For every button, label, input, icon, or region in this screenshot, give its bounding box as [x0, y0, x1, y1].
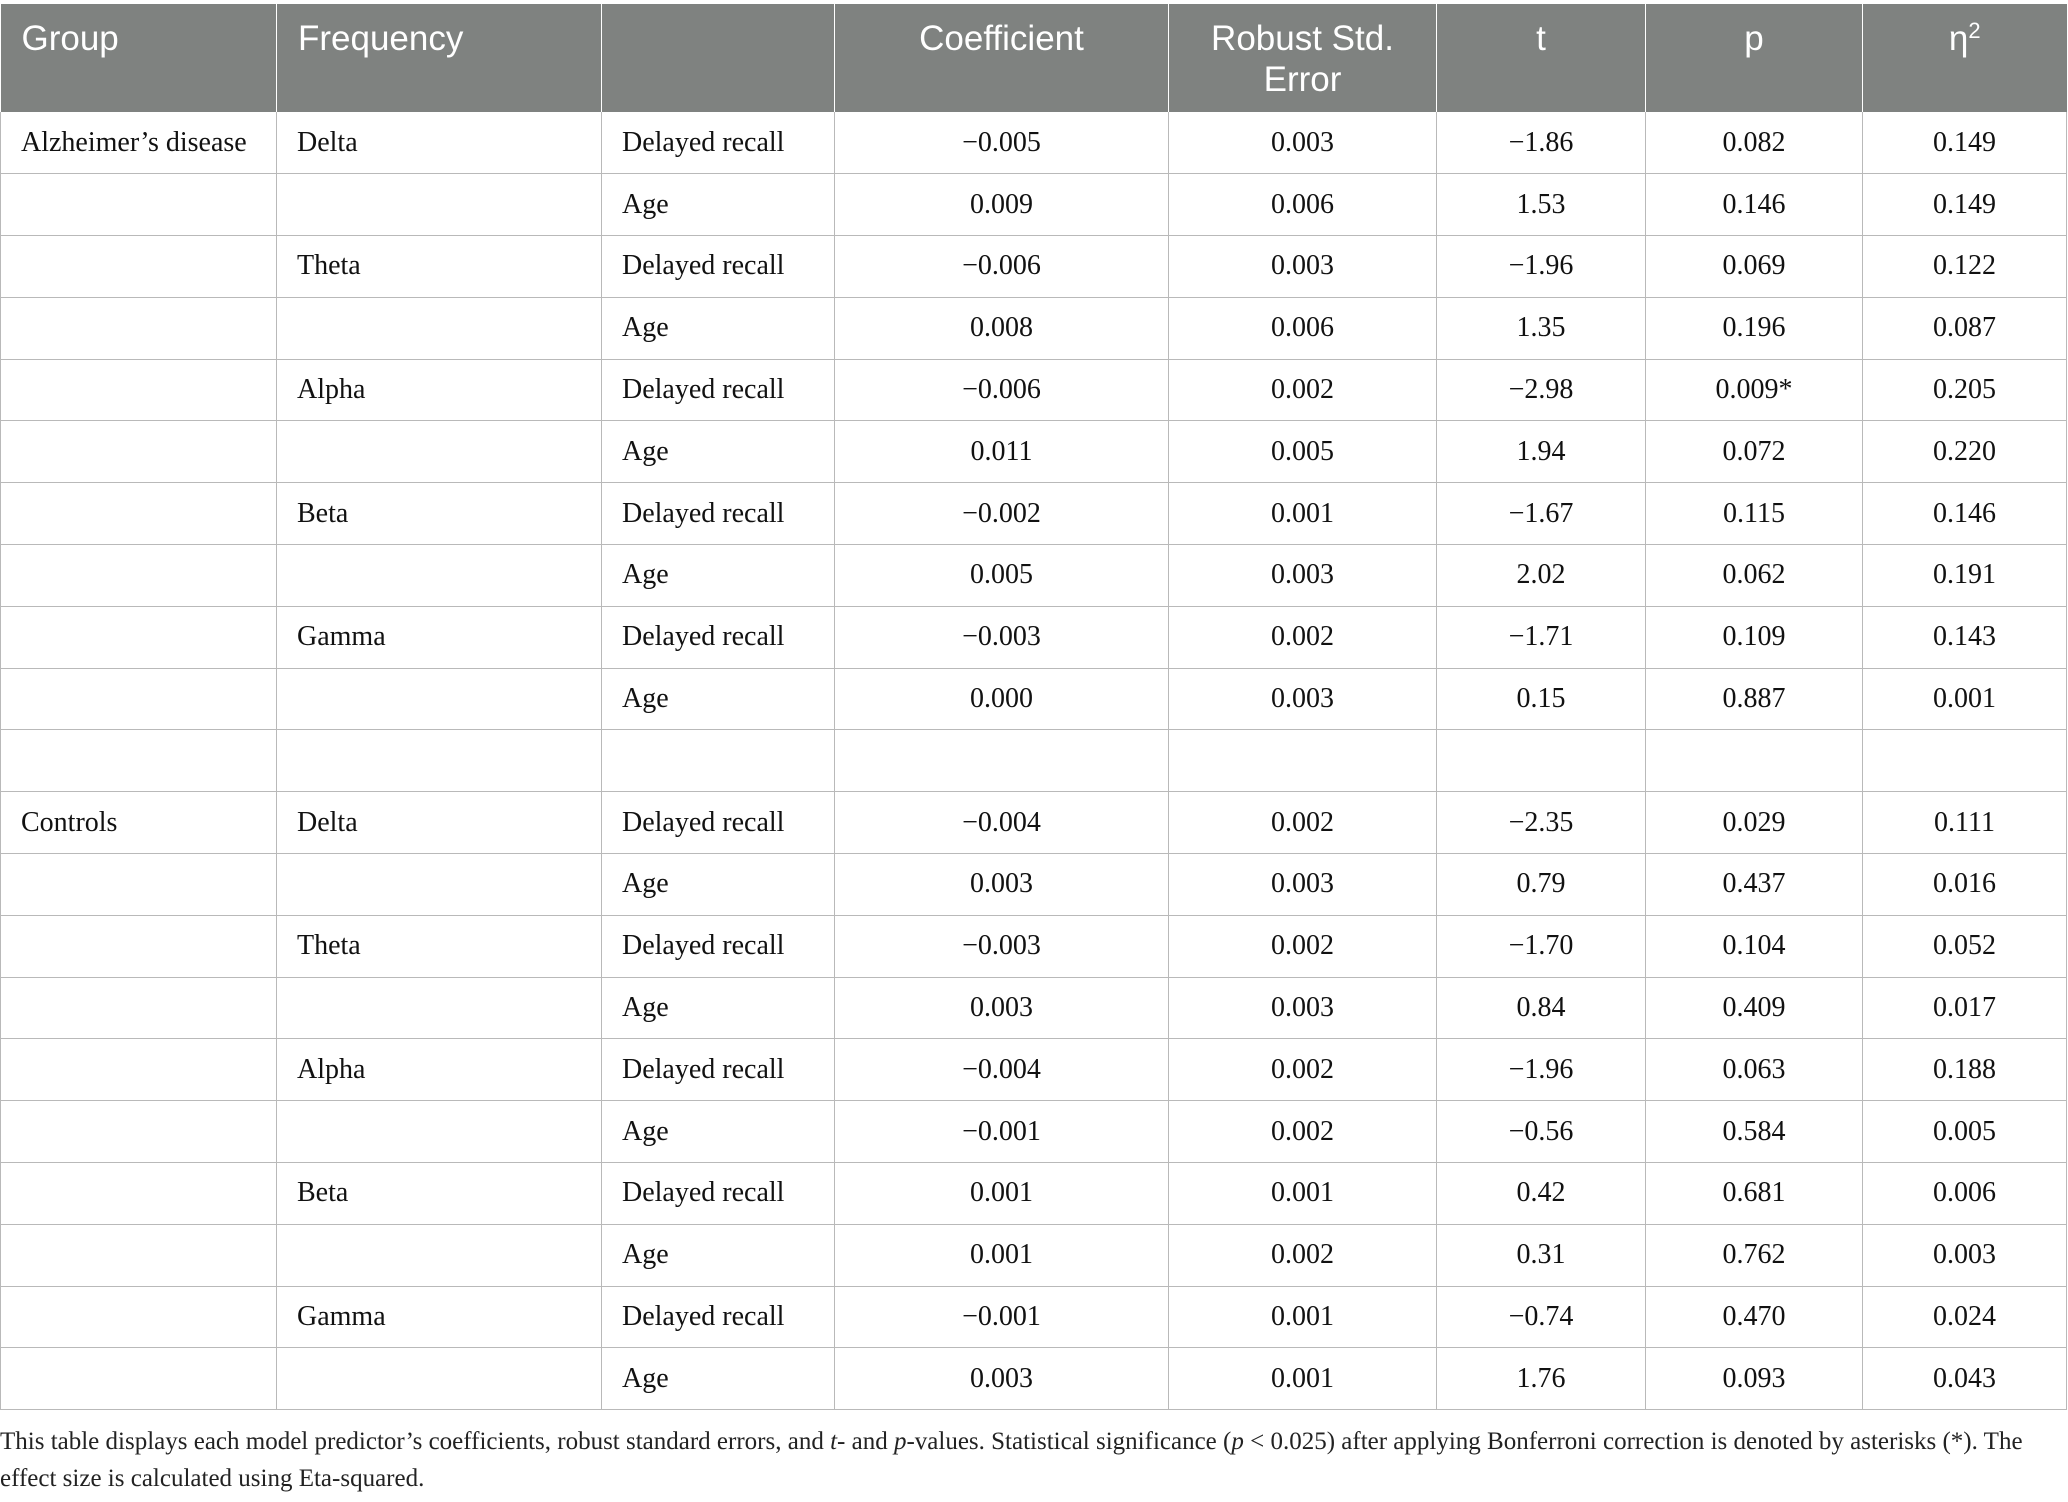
- cell-predictor: Delayed recall: [602, 1039, 835, 1101]
- header-row: [1, 4, 2067, 112]
- cell-predictor: Delayed recall: [602, 1163, 835, 1225]
- cell-predictor: Age: [602, 977, 835, 1039]
- table-row: [1, 1163, 2067, 1225]
- cell-robust-se: 0.002: [1169, 792, 1437, 854]
- cell-coefficient: −0.001: [835, 1286, 1169, 1348]
- cell-t: −1.70: [1437, 915, 1646, 977]
- cell-eta-squared: 0.001: [1863, 668, 2067, 730]
- table-footnote: This table displays each model predictor’s coefficients, robust standard errors, and t- and p-values. Statistical significance (p < 0.025) after applying Bonferroni correction is denoted by asterisks (*). The effect size is calculated using Eta-squared.: [0, 1428, 2023, 1492]
- cell-frequency: Gamma: [277, 1286, 602, 1348]
- cell-group: [1, 359, 277, 421]
- cell-coefficient: [835, 730, 1169, 792]
- cell-eta-squared: 0.005: [1863, 1101, 2067, 1163]
- cell-robust-se: 0.002: [1169, 1039, 1437, 1101]
- cell-eta-squared: 0.149: [1863, 174, 2067, 236]
- cell-frequency: Gamma: [277, 606, 602, 668]
- cell-coefficient: −0.004: [835, 1039, 1169, 1101]
- cell-p: 0.093: [1646, 1348, 1863, 1410]
- cell-robust-se: 0.003: [1169, 236, 1437, 298]
- table-row: [1, 1224, 2067, 1286]
- cell-predictor: Age: [602, 174, 835, 236]
- cell-predictor: Age: [602, 854, 835, 916]
- cell-frequency: Delta: [277, 792, 602, 854]
- cell-frequency: [277, 1101, 602, 1163]
- header-p: p: [1646, 4, 1863, 112]
- cell-frequency: [277, 1348, 602, 1410]
- cell-p: 0.062: [1646, 545, 1863, 607]
- cell-p: 0.109: [1646, 606, 1863, 668]
- cell-coefficient: 0.003: [835, 1348, 1169, 1410]
- table-row: [1, 915, 2067, 977]
- cell-t: 1.94: [1437, 421, 1646, 483]
- cell-t: [1437, 730, 1646, 792]
- table-row: [1, 545, 2067, 607]
- cell-eta-squared: [1863, 730, 2067, 792]
- cell-frequency: Theta: [277, 915, 602, 977]
- table-body: [1, 112, 2067, 1410]
- cell-frequency: [277, 730, 602, 792]
- header-predictor: [602, 4, 835, 112]
- cell-t: 1.35: [1437, 297, 1646, 359]
- cell-predictor: Age: [602, 421, 835, 483]
- cell-t: 0.15: [1437, 668, 1646, 730]
- table-row: [1, 792, 2067, 854]
- cell-group: [1, 606, 277, 668]
- cell-t: 0.42: [1437, 1163, 1646, 1225]
- cell-robust-se: 0.001: [1169, 483, 1437, 545]
- cell-robust-se: 0.002: [1169, 915, 1437, 977]
- cell-p: 0.072: [1646, 421, 1863, 483]
- cell-eta-squared: 0.220: [1863, 421, 2067, 483]
- cell-eta-squared: 0.122: [1863, 236, 2067, 298]
- cell-predictor: Delayed recall: [602, 792, 835, 854]
- cell-eta-squared: 0.205: [1863, 359, 2067, 421]
- cell-group: [1, 174, 277, 236]
- cell-p: 0.009*: [1646, 359, 1863, 421]
- cell-p: 0.115: [1646, 483, 1863, 545]
- cell-t: −1.71: [1437, 606, 1646, 668]
- cell-frequency: [277, 668, 602, 730]
- cell-robust-se: 0.003: [1169, 854, 1437, 916]
- cell-predictor: Delayed recall: [602, 359, 835, 421]
- cell-eta-squared: 0.017: [1863, 977, 2067, 1039]
- cell-coefficient: 0.001: [835, 1224, 1169, 1286]
- cell-predictor: Delayed recall: [602, 236, 835, 298]
- cell-p: 0.681: [1646, 1163, 1863, 1225]
- header-group: Group: [1, 4, 277, 112]
- cell-predictor: Age: [602, 297, 835, 359]
- cell-t: 0.79: [1437, 854, 1646, 916]
- cell-robust-se: 0.003: [1169, 668, 1437, 730]
- cell-frequency: Beta: [277, 1163, 602, 1225]
- header-t: t: [1437, 4, 1646, 112]
- cell-eta-squared: 0.149: [1863, 112, 2067, 174]
- cell-group: [1, 483, 277, 545]
- table-row: [1, 174, 2067, 236]
- cell-frequency: [277, 421, 602, 483]
- table-row: [1, 668, 2067, 730]
- cell-group: [1, 236, 277, 298]
- cell-robust-se: 0.002: [1169, 1224, 1437, 1286]
- cell-coefficient: 0.001: [835, 1163, 1169, 1225]
- cell-eta-squared: 0.006: [1863, 1163, 2067, 1225]
- cell-p: 0.146: [1646, 174, 1863, 236]
- cell-eta-squared: 0.024: [1863, 1286, 2067, 1348]
- cell-p: 0.887: [1646, 668, 1863, 730]
- cell-eta-squared: 0.043: [1863, 1348, 2067, 1410]
- cell-t: 2.02: [1437, 545, 1646, 607]
- cell-t: 0.84: [1437, 977, 1646, 1039]
- cell-group: [1, 977, 277, 1039]
- cell-predictor: Delayed recall: [602, 483, 835, 545]
- table-row: [1, 977, 2067, 1039]
- header-robust-se: Robust Std. Error: [1169, 4, 1437, 112]
- cell-coefficient: 0.011: [835, 421, 1169, 483]
- cell-robust-se: 0.001: [1169, 1348, 1437, 1410]
- cell-robust-se: 0.002: [1169, 359, 1437, 421]
- table-row: [1, 730, 2067, 792]
- cell-group: Alzheimer’s disease: [1, 112, 277, 174]
- cell-robust-se: [1169, 730, 1437, 792]
- table-row: [1, 236, 2067, 298]
- cell-t: −1.96: [1437, 236, 1646, 298]
- cell-coefficient: 0.005: [835, 545, 1169, 607]
- cell-group: [1, 1348, 277, 1410]
- cell-predictor: Age: [602, 1101, 835, 1163]
- cell-group: [1, 1101, 277, 1163]
- cell-group: [1, 1163, 277, 1225]
- cell-eta-squared: 0.143: [1863, 606, 2067, 668]
- cell-t: −2.98: [1437, 359, 1646, 421]
- cell-predictor: Delayed recall: [602, 112, 835, 174]
- cell-robust-se: 0.003: [1169, 112, 1437, 174]
- cell-t: −1.96: [1437, 1039, 1646, 1101]
- cell-predictor: Delayed recall: [602, 915, 835, 977]
- cell-p: 0.584: [1646, 1101, 1863, 1163]
- cell-frequency: [277, 977, 602, 1039]
- cell-frequency: [277, 1224, 602, 1286]
- cell-p: 0.470: [1646, 1286, 1863, 1348]
- cell-t: −2.35: [1437, 792, 1646, 854]
- cell-frequency: Alpha: [277, 359, 602, 421]
- cell-group: [1, 1286, 277, 1348]
- cell-group: [1, 1224, 277, 1286]
- cell-t: 1.76: [1437, 1348, 1646, 1410]
- cell-t: −0.56: [1437, 1101, 1646, 1163]
- table-row: [1, 359, 2067, 421]
- cell-eta-squared: 0.052: [1863, 915, 2067, 977]
- cell-coefficient: −0.004: [835, 792, 1169, 854]
- cell-frequency: Beta: [277, 483, 602, 545]
- cell-predictor: Age: [602, 668, 835, 730]
- table-row: [1, 1286, 2067, 1348]
- cell-predictor: Age: [602, 545, 835, 607]
- cell-p: 0.029: [1646, 792, 1863, 854]
- cell-t: 0.31: [1437, 1224, 1646, 1286]
- table-row: [1, 1348, 2067, 1410]
- cell-predictor: Delayed recall: [602, 1286, 835, 1348]
- table-row: [1, 854, 2067, 916]
- cell-frequency: [277, 174, 602, 236]
- cell-p: [1646, 730, 1863, 792]
- regression-results-table: [0, 4, 2067, 1410]
- cell-coefficient: −0.003: [835, 915, 1169, 977]
- cell-predictor: Age: [602, 1224, 835, 1286]
- cell-p: 0.069: [1646, 236, 1863, 298]
- table-row: [1, 1101, 2067, 1163]
- cell-eta-squared: 0.191: [1863, 545, 2067, 607]
- table-row: [1, 483, 2067, 545]
- cell-t: 1.53: [1437, 174, 1646, 236]
- cell-predictor: [602, 730, 835, 792]
- cell-p: 0.196: [1646, 297, 1863, 359]
- cell-eta-squared: 0.087: [1863, 297, 2067, 359]
- cell-p: 0.762: [1646, 1224, 1863, 1286]
- cell-robust-se: 0.001: [1169, 1163, 1437, 1225]
- cell-eta-squared: 0.003: [1863, 1224, 2067, 1286]
- cell-t: −0.74: [1437, 1286, 1646, 1348]
- results-table-container: [0, 4, 2066, 1410]
- cell-frequency: [277, 854, 602, 916]
- cell-coefficient: −0.003: [835, 606, 1169, 668]
- cell-coefficient: 0.003: [835, 977, 1169, 1039]
- cell-robust-se: 0.003: [1169, 545, 1437, 607]
- cell-robust-se: 0.002: [1169, 606, 1437, 668]
- table-row: [1, 112, 2067, 174]
- cell-eta-squared: 0.016: [1863, 854, 2067, 916]
- cell-coefficient: −0.006: [835, 359, 1169, 421]
- cell-predictor: Age: [602, 1348, 835, 1410]
- cell-eta-squared: 0.188: [1863, 1039, 2067, 1101]
- table-row: [1, 1039, 2067, 1101]
- cell-group: [1, 421, 277, 483]
- cell-robust-se: 0.006: [1169, 174, 1437, 236]
- cell-robust-se: 0.002: [1169, 1101, 1437, 1163]
- cell-frequency: Theta: [277, 236, 602, 298]
- cell-robust-se: 0.005: [1169, 421, 1437, 483]
- cell-p: 0.437: [1646, 854, 1863, 916]
- cell-coefficient: −0.001: [835, 1101, 1169, 1163]
- header-frequency: Frequency: [277, 4, 602, 112]
- cell-t: −1.67: [1437, 483, 1646, 545]
- cell-coefficient: 0.009: [835, 174, 1169, 236]
- cell-group: [1, 854, 277, 916]
- cell-coefficient: −0.005: [835, 112, 1169, 174]
- cell-robust-se: 0.006: [1169, 297, 1437, 359]
- cell-p: 0.063: [1646, 1039, 1863, 1101]
- cell-eta-squared: 0.111: [1863, 792, 2067, 854]
- cell-robust-se: 0.001: [1169, 1286, 1437, 1348]
- cell-p: 0.409: [1646, 977, 1863, 1039]
- cell-coefficient: 0.003: [835, 854, 1169, 916]
- cell-coefficient: 0.008: [835, 297, 1169, 359]
- cell-group: [1, 545, 277, 607]
- table-row: [1, 297, 2067, 359]
- cell-group: [1, 915, 277, 977]
- cell-frequency: Delta: [277, 112, 602, 174]
- cell-robust-se: 0.003: [1169, 977, 1437, 1039]
- header-eta-squared: $\eta^2$: [1863, 4, 2067, 112]
- table-row: [1, 421, 2067, 483]
- cell-group: [1, 297, 277, 359]
- cell-eta-squared: 0.146: [1863, 483, 2067, 545]
- cell-p: 0.082: [1646, 112, 1863, 174]
- cell-group: [1, 730, 277, 792]
- cell-t: −1.86: [1437, 112, 1646, 174]
- cell-group: [1, 1039, 277, 1101]
- cell-frequency: [277, 545, 602, 607]
- cell-predictor: Delayed recall: [602, 606, 835, 668]
- cell-frequency: [277, 297, 602, 359]
- cell-p: 0.104: [1646, 915, 1863, 977]
- table-row: [1, 606, 2067, 668]
- cell-coefficient: 0.000: [835, 668, 1169, 730]
- cell-frequency: Alpha: [277, 1039, 602, 1101]
- cell-group: [1, 668, 277, 730]
- header-coefficient: Coefficient: [835, 4, 1169, 112]
- cell-group: Controls: [1, 792, 277, 854]
- cell-coefficient: −0.006: [835, 236, 1169, 298]
- cell-coefficient: −0.002: [835, 483, 1169, 545]
